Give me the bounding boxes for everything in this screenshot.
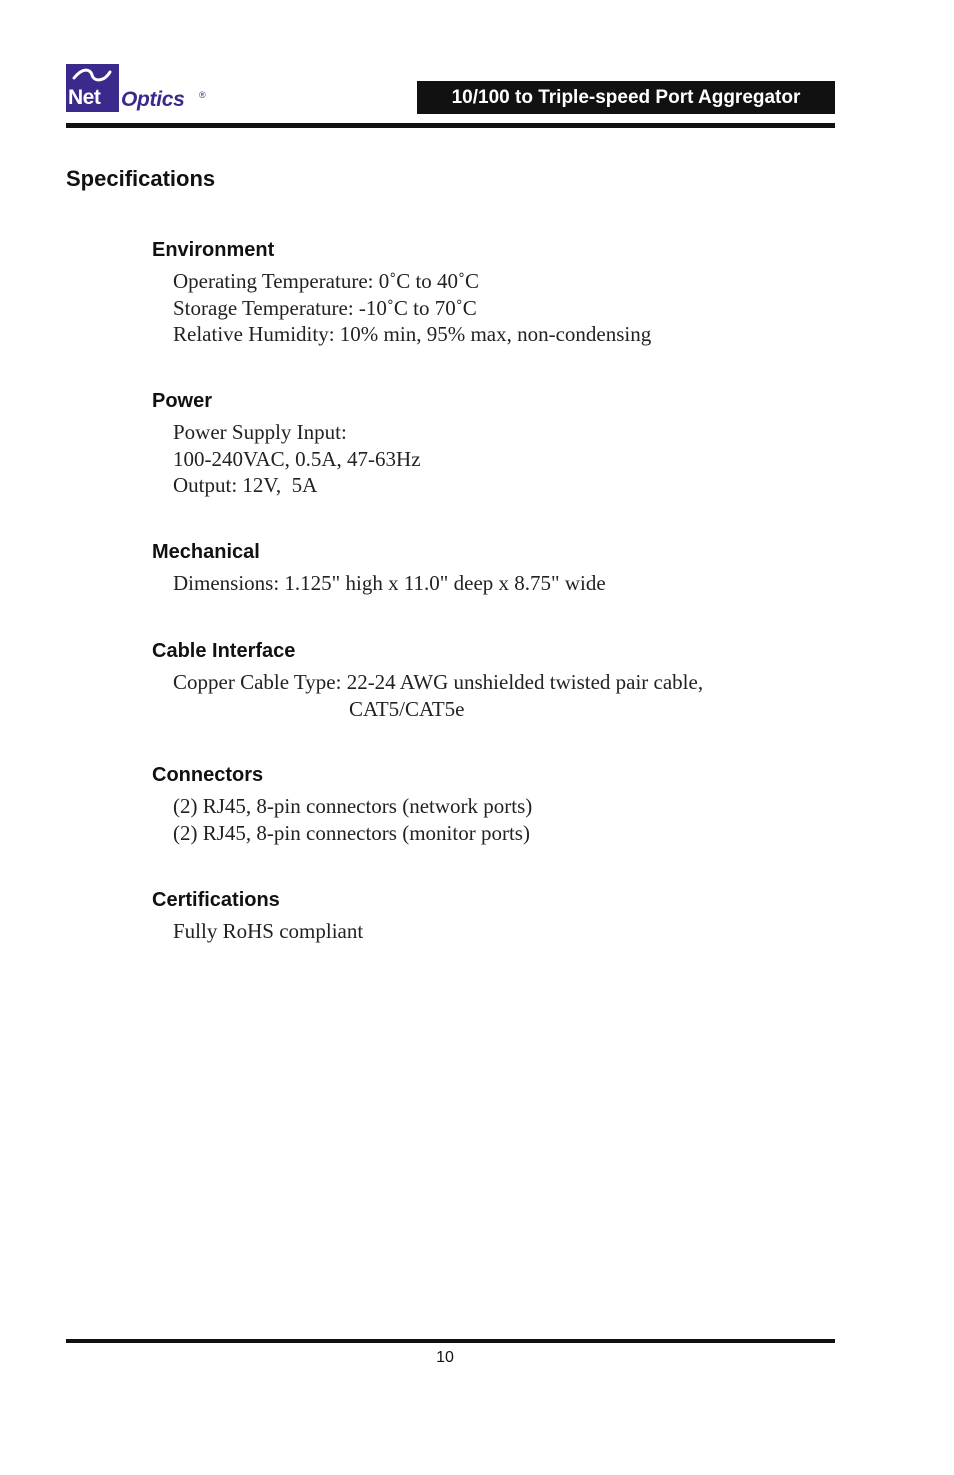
section-heading: Connectors [152, 764, 264, 786]
spec-line: Copper Cable Type: 22-24 AWG unshielded twisted pair cable, [173, 670, 704, 694]
logo-mark [66, 64, 119, 112]
section-heading: Cable Interface [152, 640, 296, 662]
spec-line: Fully RoHS compliant [173, 919, 364, 943]
section-mechanical [152, 540, 606, 597]
section-connectors [152, 763, 532, 846]
section-body [173, 570, 606, 597]
section-heading: Environment [152, 239, 275, 261]
page-number: 10 [436, 1349, 454, 1366]
section-power [152, 389, 421, 499]
section-heading: Certifications [152, 889, 280, 911]
product-title-banner: 10/100 to Triple-speed Port Aggregator [417, 81, 835, 114]
logo-net-text: Net [68, 86, 101, 109]
section-heading: Power [152, 390, 213, 412]
spec-line: CAT5/CAT5e [349, 696, 465, 721]
section-body [173, 793, 532, 846]
spec-line: Dimensions: 1.125" high x 11.0" deep x 8.75" wide [173, 571, 606, 595]
spec-line: Operating Temperature: 0˚C to 40˚C [173, 269, 480, 293]
spec-line: Power Supply Input: [173, 420, 347, 444]
spec-line: 100-240VAC, 0.5A, 47-63Hz [173, 446, 421, 471]
section-certifications [152, 888, 363, 945]
net-optics-logo [66, 64, 226, 114]
section-body [173, 419, 421, 499]
section-environment [152, 238, 651, 348]
footer-rule [66, 1339, 835, 1343]
section-body [173, 669, 703, 722]
logo-optics-text: Optics [121, 88, 185, 111]
spec-line: Relative Humidity: 10% min, 95% max, non-condensing [173, 322, 652, 346]
section-cable-interface [152, 639, 703, 722]
wave-icon [72, 68, 112, 82]
section-body [173, 918, 363, 945]
page-title: Specifications [66, 166, 216, 191]
spec-line: (2) RJ45, 8-pin connectors (network ports) [173, 794, 533, 818]
spec-line: Output: 12V, 5A [173, 473, 318, 497]
spec-line: Storage Temperature: -10˚C to 70˚C [173, 295, 477, 320]
registered-mark: ® [199, 90, 206, 100]
spec-line: (2) RJ45, 8-pin connectors (monitor ports) [173, 820, 530, 845]
section-body [173, 268, 651, 348]
section-heading: Mechanical [152, 541, 260, 563]
header-rule [66, 123, 835, 128]
